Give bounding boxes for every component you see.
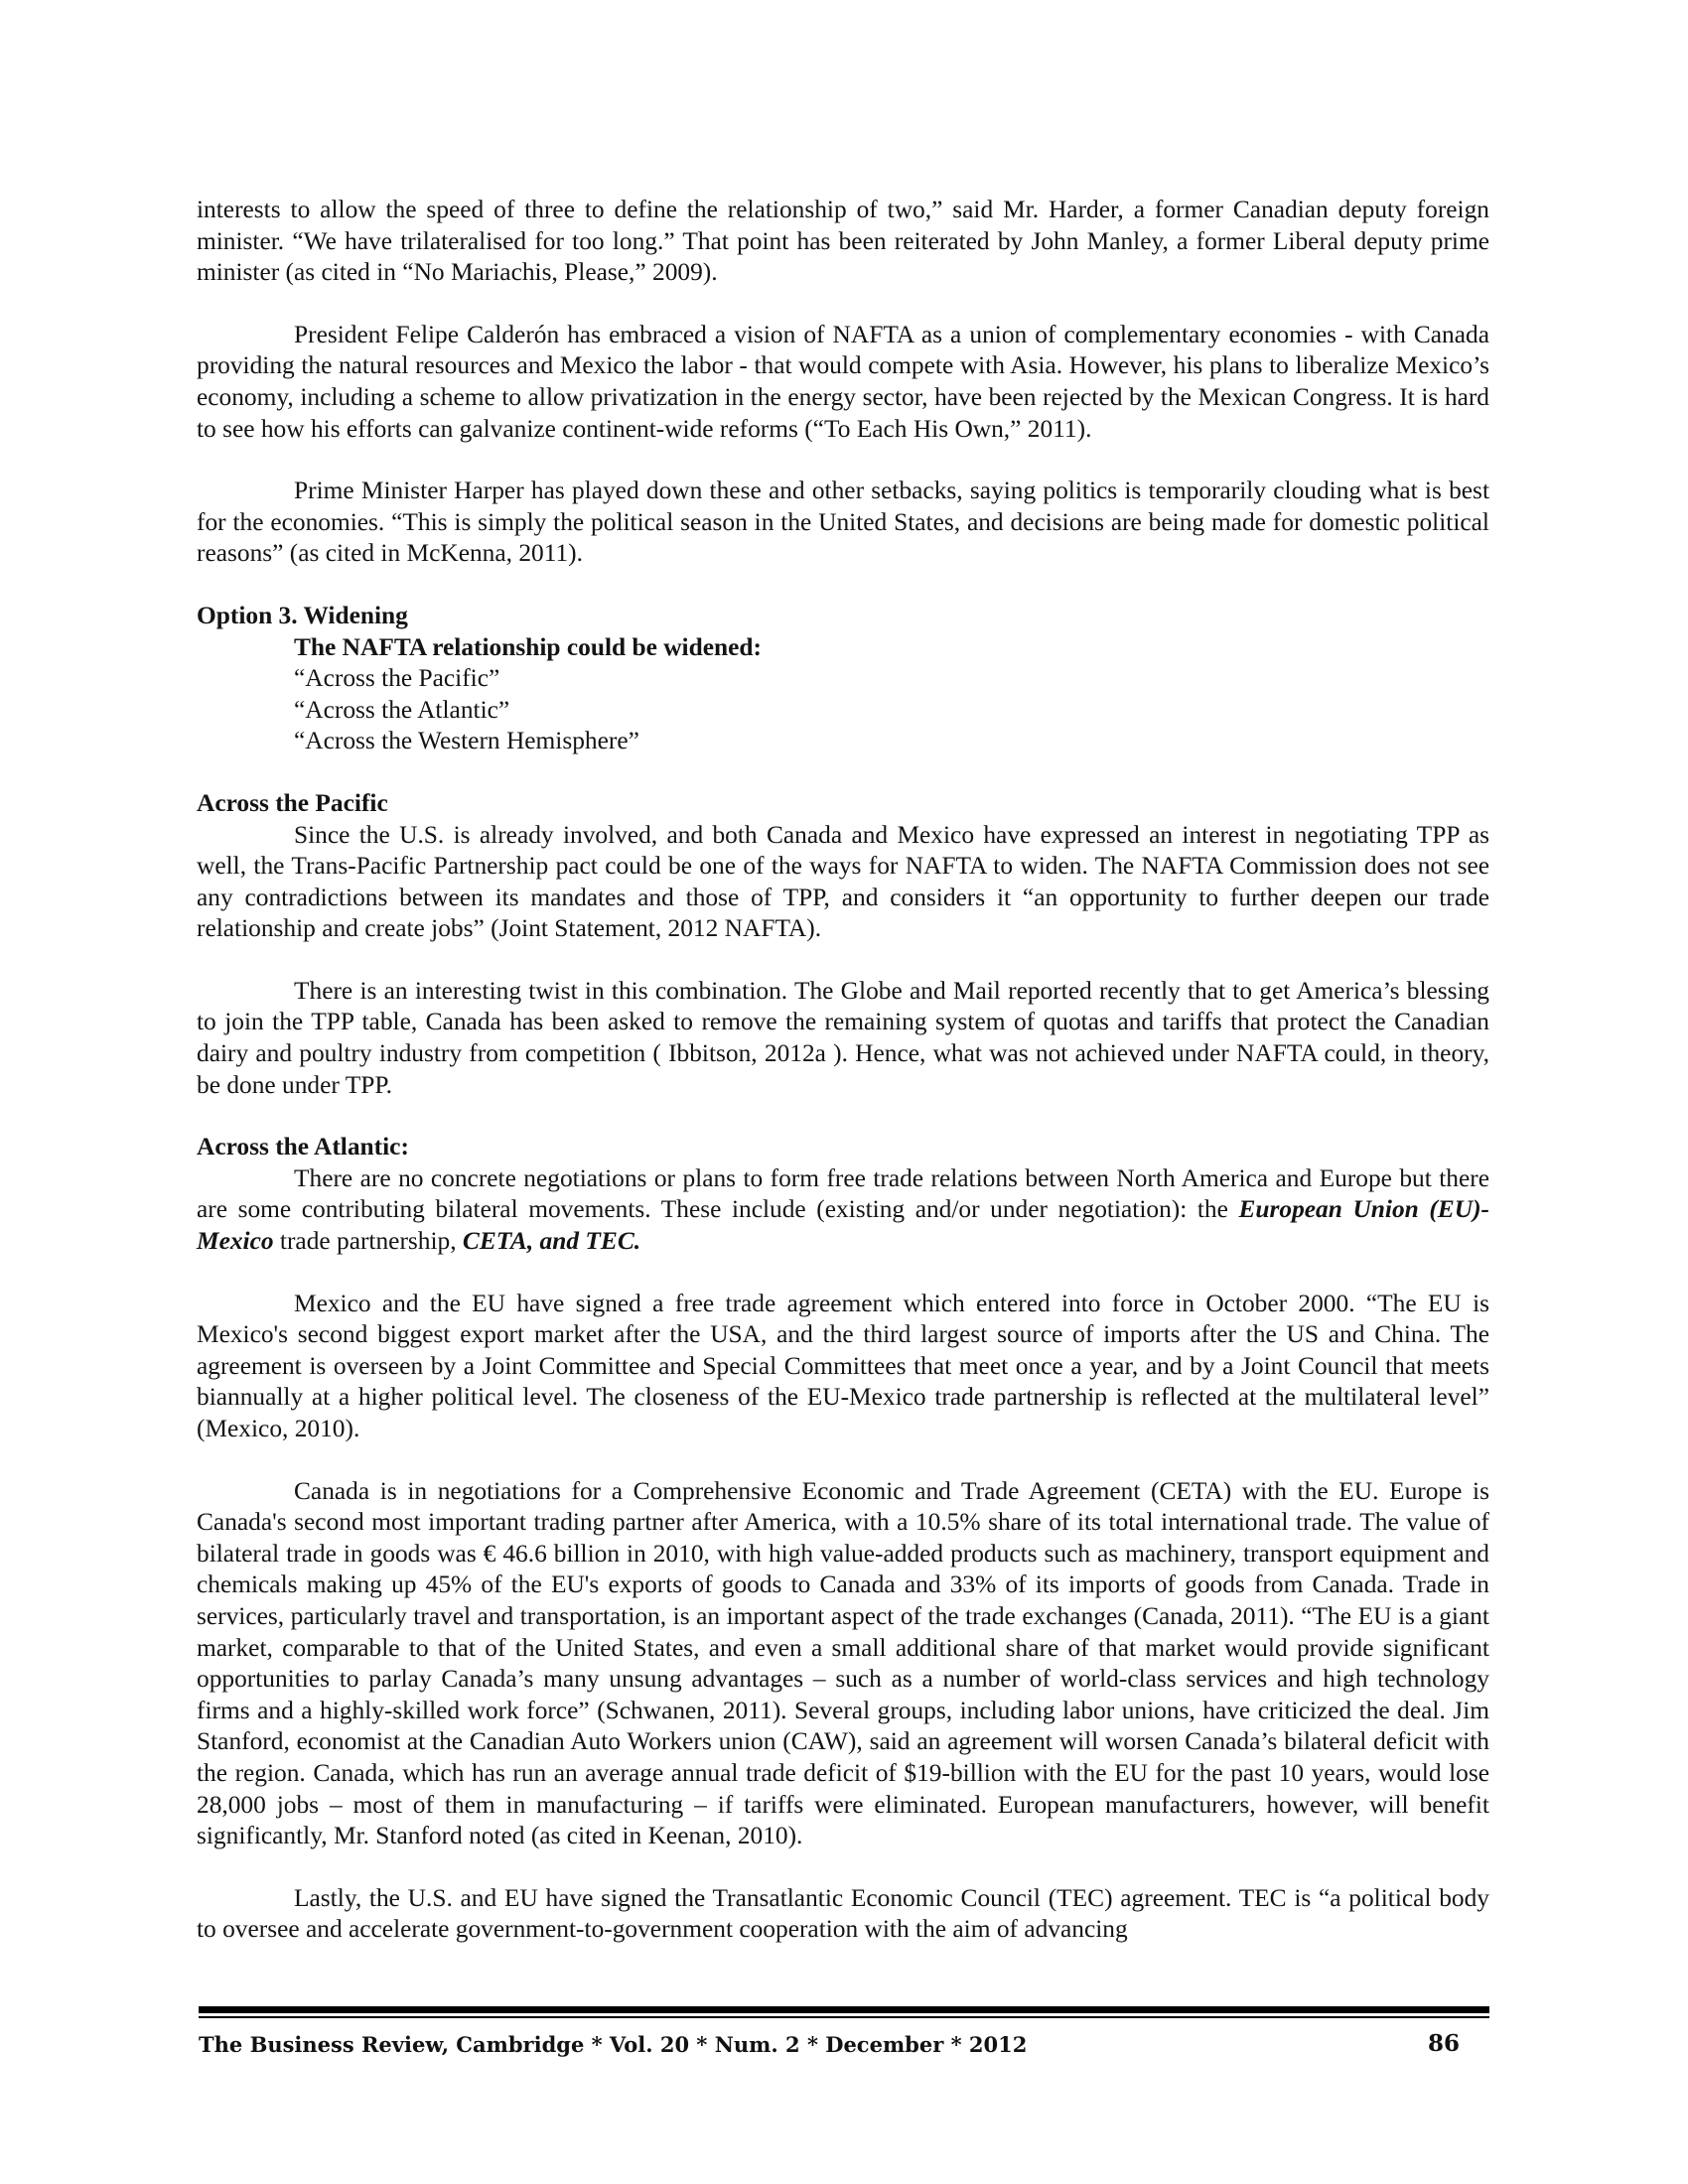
section-heading-option3: Option 3. Widening: [197, 601, 408, 629]
footer-rule-thin: [199, 2016, 1489, 2018]
page-footer: [199, 2006, 1489, 2066]
paragraph-atlantic: [197, 1163, 1489, 1258]
page-number: 86: [1427, 2030, 1460, 2057]
paragraph-calderon: President Felipe Calderón has embraced a vision of NAFTA as a union of complementary economies - with Canada providing the natural resources and Mexico the labor - that would compete with Asia. However, his plans to liberalize Mexico’s economy, including a scheme to allow privatization in the energy sector, have been rejected by the Mexican Congress. It is hard to see how his efforts can galvanize continent-wide reforms (“To Each His Own,” 2011).: [197, 320, 1489, 443]
paragraph-harper: Prime Minister Harper has played down these and other setbacks, saying politics is temporarily clouding what is best for the economies. “This is simply the political season in the United States, and decisions are being made for domestic political reasons” (as cited in McKenna, 2011).: [197, 477, 1489, 568]
paragraph-atlantic-mid: trade partnership,: [273, 1227, 463, 1256]
list-item-western-hemisphere: “Across the Western Hemisphere”: [294, 727, 639, 755]
list-item-atlantic: “Across the Atlantic”: [294, 695, 510, 724]
list-item-pacific: “Across the Pacific”: [294, 664, 500, 693]
paragraph-ceta: Canada is in negotiations for a Comprehensive Economic and Trade Agreement (CETA) with the EU. Europe is Canada's second most important trading partner after America, with a 10.5% share of its total international trade. The value of bilateral trade in goods was € 46.6 billion in 2010, with high value-added products such as machinery, transport equipment and chemicals making up 45% of the EU's exports of goods to Canada and 33% of its imports of goods from Canada. Trade in services, particularly travel and transportation, is an important aspect of the trade exchanges (Canada, 2011). “The EU is a giant market, comparable to that of the United States, and even a small additional share of that market would provide significant opportunities to parlay Canada’s many unsung advantages – such as a number of world-class services and high technology firms and a highly-skilled work force” (Schwanen, 2011). Several groups, including labor unions, have criticized the deal. Jim Stanford, economist at the Canadian Auto Workers union (CAW), said an agreement will worsen Canada’s bilateral deficit with the region. Canada, which has run an average annual trade deficit of $19-billion with the EU for the past 10 years, would lose 28,000 jobs – most of them in manufacturing – if tariffs were eliminated. European manufacturers, however, will benefit significantly, Mr. Stanford noted (as cited in Keenan, 2010).: [197, 1476, 1489, 1850]
emphasis-ceta-tec: CETA, and TEC.: [462, 1227, 641, 1256]
paragraph-atlantic-text: There are no concrete negotiations or plans to form free trade relations between North America and Europe but there are some contributing bilateral movements. These include (existing and/or under negotiation): the: [197, 1163, 1489, 1224]
paragraph-mexico-eu: Mexico and the EU have signed a free trade agreement which entered into force in October 2000. “The EU is Mexico's second biggest export market after the USA, and the third largest source of imports after the US and China. The agreement is overseen by a Joint Committee and Special Committees that meet once a year, and by a Joint Council that meets biannually at a higher political level. The closeness of the EU-Mexico trade partnership is reflected at the multilateral level” (Mexico, 2010).: [197, 1289, 1489, 1442]
paragraph-tec: Lastly, the U.S. and EU have signed the Transatlantic Economic Council (TEC) agreement. TEC is “a political body to oversee and accelerate government-to-government cooperation with the aim of advancing: [197, 1883, 1489, 1944]
section-heading-pacific: Across the Pacific: [197, 788, 388, 817]
paragraph-tpp: Since the U.S. is already involved, and both Canada and Mexico have expressed an interest in negotiating TPP as well, the Trans-Pacific Partnership pact could be one of the ways for NAFTA to widen. The NAFTA Commission does not see any contradictions between its mandates and those of TPP, and considers it “an opportunity to further deepen our trade relationship and create jobs” (Joint Statement, 2012 NAFTA).: [197, 820, 1489, 943]
subheading-nafta-widened: The NAFTA relationship could be widened:: [294, 632, 762, 661]
paragraph-continuation: interests to allow the speed of three to define the relationship of two,” said Mr. Harder, a former Canadian deputy foreign minister. “We have trilateralised for too long.” That point has been reiterated by John Manley, a former Liberal deputy prime minister (as cited in “No Mariachis, Please,” 2009).: [197, 196, 1489, 287]
journal-citation: The Business Review, Cambridge * Vol. 20 * Num. 2 * December * 2012: [199, 2032, 1028, 2057]
section-heading-atlantic: Across the Atlantic:: [197, 1133, 409, 1161]
emphasis-eu-mexico: European Union (EU)-Mexico: [197, 1195, 1489, 1256]
footer-rule-thick: [199, 2006, 1489, 2013]
paragraph-twist: There is an interesting twist in this combination. The Globe and Mail reported recently that to get America’s blessing to join the TPP table, Canada has been asked to remove the remaining system of quotas and tariffs that protect the Canadian dairy and poultry industry from competition ( Ibbitson, 2012a ). Hence, what was not achieved under NAFTA could, in theory, be done under TPP.: [197, 976, 1489, 1099]
page-body: [197, 195, 1489, 1946]
